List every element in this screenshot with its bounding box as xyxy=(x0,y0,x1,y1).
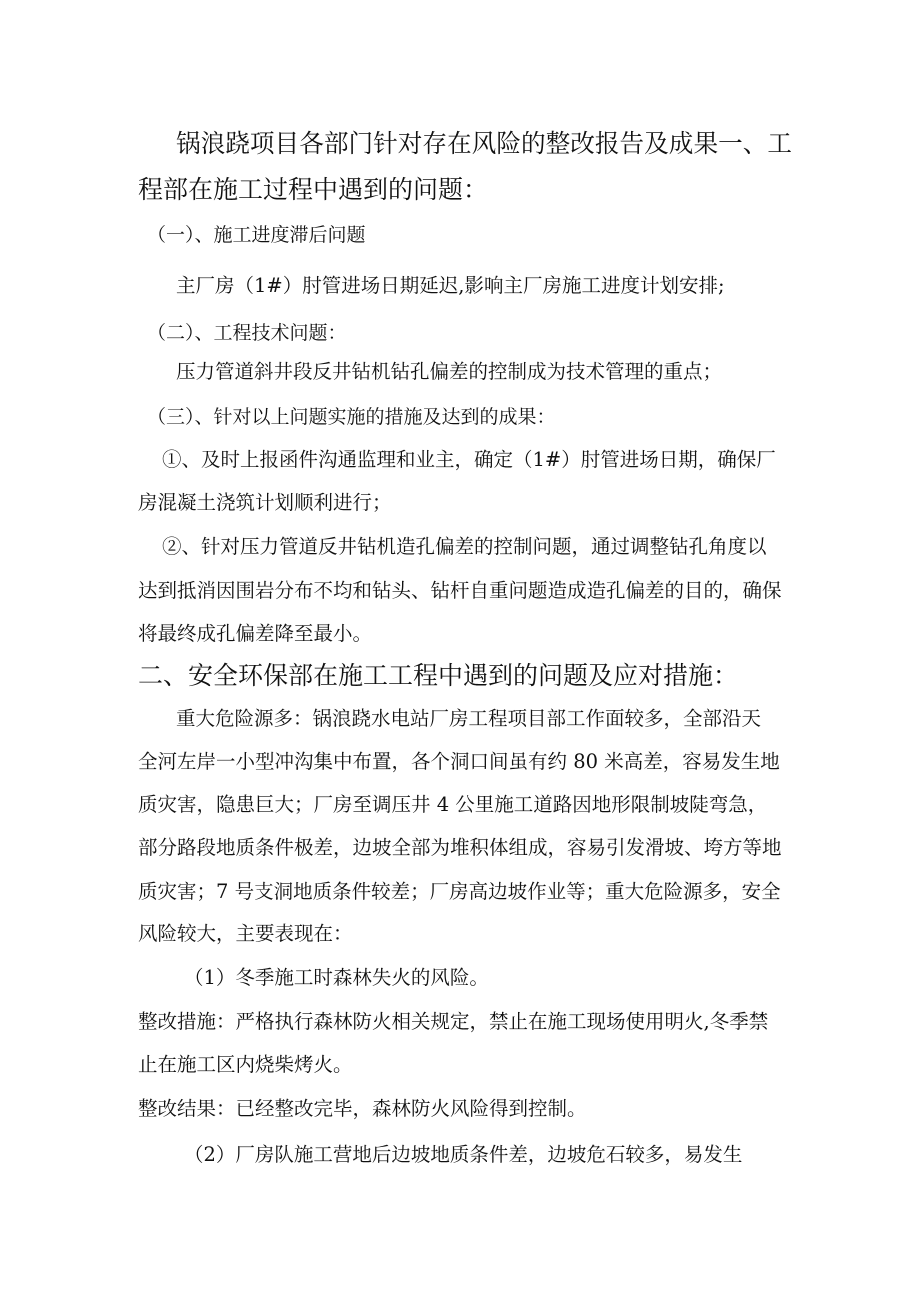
measure-2-line-2: 达到抵消因围岩分布不均和钻头、钻杆自重问题造成造孔偏差的目的，确保 xyxy=(138,579,782,602)
risk-1-measures-line-1: 整改措施：严格执行森林防火相关规定，禁止在施工现场使用明火,冬季禁 xyxy=(138,1010,769,1033)
intro-line-5: 质灾害；7 号支洞地质条件较差；厂房高边坡作业等；重大危险源多，安全 xyxy=(138,880,781,903)
subheading-schedule-delay: （一）、施工进度滞后问题 xyxy=(147,224,366,246)
measure-1-line-1: ①、及时上报函件沟通监理和业主，确定（1#）肘管进场日期，确保厂 xyxy=(162,448,776,471)
intro-line-4: 部分路段地质条件极差，边坡全部为堆积体组成，容易引发滑坡、垮方等地 xyxy=(138,836,782,859)
risk-1-measures-line-2: 止在施工区内烧柴烤火。 xyxy=(138,1053,353,1076)
report-title-line-2: 程部在施工过程中遇到的问题： xyxy=(138,175,489,204)
paragraph-schedule-delay: 主厂房（1#）肘管进场日期延迟,影响主厂房施工进度计划安排; xyxy=(176,274,725,297)
measure-1-line-2: 房混凝土浇筑计划顺利进行； xyxy=(138,491,392,514)
paragraph-technical-issue: 压力管道斜井段反井钻机钻孔偏差的控制成为技术管理的重点； xyxy=(176,360,723,383)
intro-line-1: 重大危险源多：锅浪跷水电站厂房工程项目部工作面较多，全部沿天 xyxy=(176,707,762,730)
intro-line-6: 风险较大，主要表现在： xyxy=(138,922,353,945)
intro-line-3: 质灾害，隐患巨大；厂房至调压井 4 公里施工道路因地形限制坡陡弯急， xyxy=(138,793,768,816)
section-2-heading: 二、安全环保部在施工工程中遇到的问题及应对措施： xyxy=(138,661,739,690)
measure-2-line-3: 将最终成孔偏差降至最小。 xyxy=(138,622,373,645)
subheading-technical-issue: （二）、工程技术问题： xyxy=(147,322,347,344)
report-title-line-1: 锅浪跷项目各部门针对存在风险的整改报告及成果一、工 xyxy=(176,129,793,158)
risk-1-title: （1）冬季施工时森林失火的风险。 xyxy=(184,966,489,989)
risk-1-result: 整改结果：已经整改完毕，森林防火风险得到控制。 xyxy=(138,1097,587,1120)
subheading-measures: （三）、针对以上问题实施的措施及达到的成果： xyxy=(147,406,556,428)
intro-line-2: 全河左岸一小型冲沟集中布置，各个洞口间虽有约 80 米高差，容易发生地 xyxy=(138,750,780,773)
risk-2-title: （2）厂房队施工营地后边坡地质条件差，边坡危石较多，易发生 xyxy=(184,1143,743,1166)
measure-2-line-1: ②、针对压力管道反井钻机造孔偏差的控制问题，通过调整钻孔角度以 xyxy=(162,535,767,558)
